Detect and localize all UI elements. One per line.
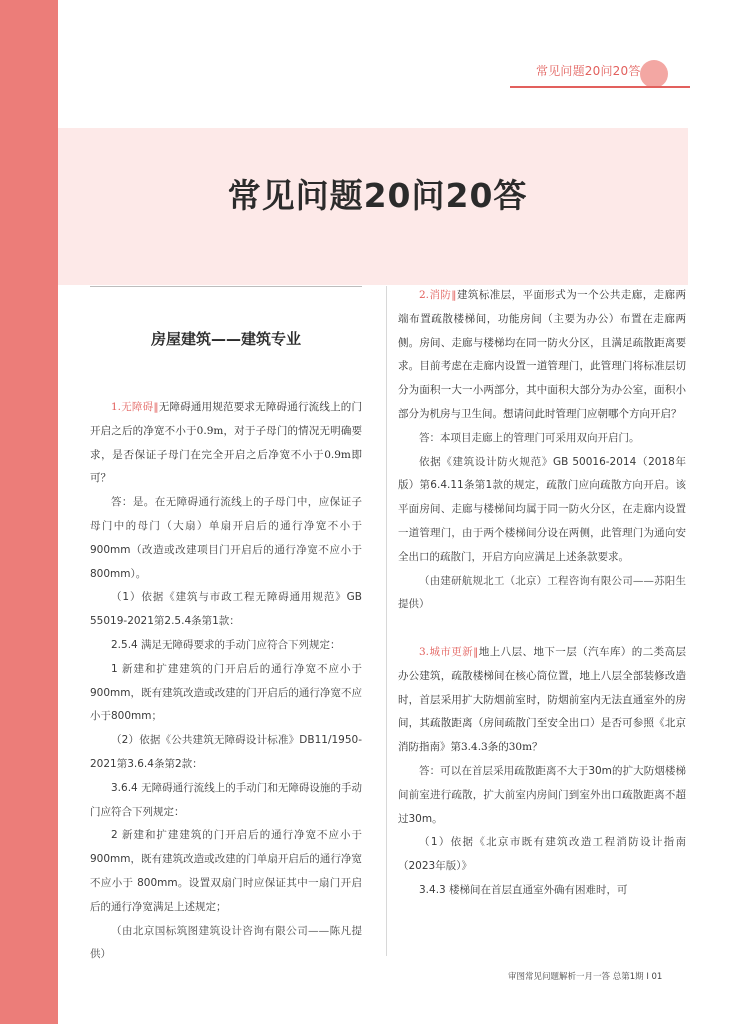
question-text: 建筑标准层，平面形式为一个公共走廊，走廊两端布置疏散楼梯间，功能房间（主要为办公）布置在走廊两侧。房间、走廊与楼梯均在同一防火分区，且满足疏散距离要求。目前考虑在走廊内设置一道管理门，此管理门将标准层切分为面积一大一小两部分，其中面积大部分为办公室，面积小部分为机房与卫生间。想请问此时管理门应朝哪个方向开启？: [398, 289, 686, 420]
question-text: 无障碍通用规范要求无障碍通行流线上的门开启之后的净宽不小于0.9m，对于子母门的情况无明确要求，是否保证子母门在完全开启之后净宽不小于0.9m即可？: [90, 401, 362, 485]
credit-2: （由建研航规北工（北京）工程咨询有限公司——苏阳生提供）: [398, 574, 686, 611]
reference-3: （1）依据《北京市既有建筑改造工程消防设计指南（2023年版）》: [398, 836, 686, 873]
answer-3: 答：可以在首层采用疏散距离不大于30m的扩大防烟楼梯间前室进行疏散，扩大前室内房间门到室外出口疏散距离不超过30m。: [398, 764, 686, 825]
page-footer: 审图常见问题解析一月一答 总第1期 I 01: [508, 972, 663, 982]
clause-body-2: 2 新建和扩建建筑的门开启后的通行净宽不应小于 900mm，既有建筑改造或改建的门单扇开启后的通行净宽不应小于 800mm。设置双扇门时应保证其中一扇门开启后的通行净宽满足上述规定；: [90, 829, 362, 913]
side-color-band: [0, 0, 58, 1024]
reference-1: （1）依据《建筑与市政工程无障碍通用规范》GB 55019-2021第2.5.4条第1款：: [90, 591, 362, 628]
clause-heading-2: 3.6.4 无障碍通行流线上的手动门和无障碍设施的手动门应符合下列规定：: [90, 781, 362, 818]
tag-separator: ‖: [153, 401, 159, 413]
header-rule: [510, 86, 690, 88]
question-3: [398, 641, 686, 760]
question-text: 地上八层、地下一层（汽车库）的二类高层办公建筑，疏散楼梯间在核心筒位置，地上八层全部装修改造时，首层采用扩大防烟前室时，防烟前室内无法直通室外的房间，其疏散距离（房间疏散门至安全出口）是否可参照《北京消防指南》第3.4.3条的30m？: [398, 645, 686, 754]
question-tag: 1.无障碍: [111, 401, 154, 413]
section-heading: 房屋建筑——建筑专业: [150, 330, 301, 348]
clause-heading-1: 2.5.4 满足无障碍要求的手动门应符合下列规定：: [111, 638, 341, 651]
tag-separator: ‖: [451, 289, 457, 301]
right-column: [398, 284, 686, 903]
section-rule: [90, 286, 362, 287]
answer-2: 答：本项目走廊上的管理门可采用双向开启门。: [419, 431, 640, 444]
clause-3: 3.4.3 楼梯间在首层直通室外确有困难时，可: [419, 883, 628, 896]
left-column: [90, 396, 362, 967]
question-2: [398, 284, 686, 427]
question-tag: 3.城市更新: [419, 645, 474, 658]
column-divider: [386, 286, 387, 956]
basis-2: 依据《建筑设计防火规范》GB 50016-2014（2018年版）第6.4.11条第1款的规定，疏散门应向疏散方向开启。该平面房间、走廊与楼梯间均属于同一防火分区，在走廊内设置一道管理门，由于两个楼梯间分设在两侧，此管理门为通向安全出口的疏散门，开启方向应满足上述条款要求。: [398, 455, 686, 563]
tag-separator: ‖: [473, 645, 479, 658]
question-tag: 2.消防: [419, 289, 452, 301]
page-title: 常见问题20问20答: [227, 176, 528, 215]
running-header: 常见问题20问20答: [536, 64, 641, 78]
paragraph-spacer: [398, 617, 686, 641]
credit-1: （由北京国标筑图建筑设计咨询有限公司——陈凡提供）: [90, 924, 362, 961]
reference-2: （2）依据《公共建筑无障碍设计标准》DB11/1950-2021第3.6.4条第2款：: [90, 734, 362, 770]
header-decor-circle: [640, 60, 668, 88]
answer-1: 答：是。在无障碍通行流线上的子母门中，应保证子母门中的母门（大扇）单扇开启后的通行净宽不小于900mm（改造或改建项目门开启后的通行净宽不应小于800mm）。: [90, 496, 362, 580]
question-1: [90, 396, 362, 491]
clause-body-1: 1 新建和扩建建筑的门开启后的通行净宽不应小于900mm，既有建筑改造或改建的门开启后的通行净宽不应小于800mm；: [90, 662, 362, 723]
